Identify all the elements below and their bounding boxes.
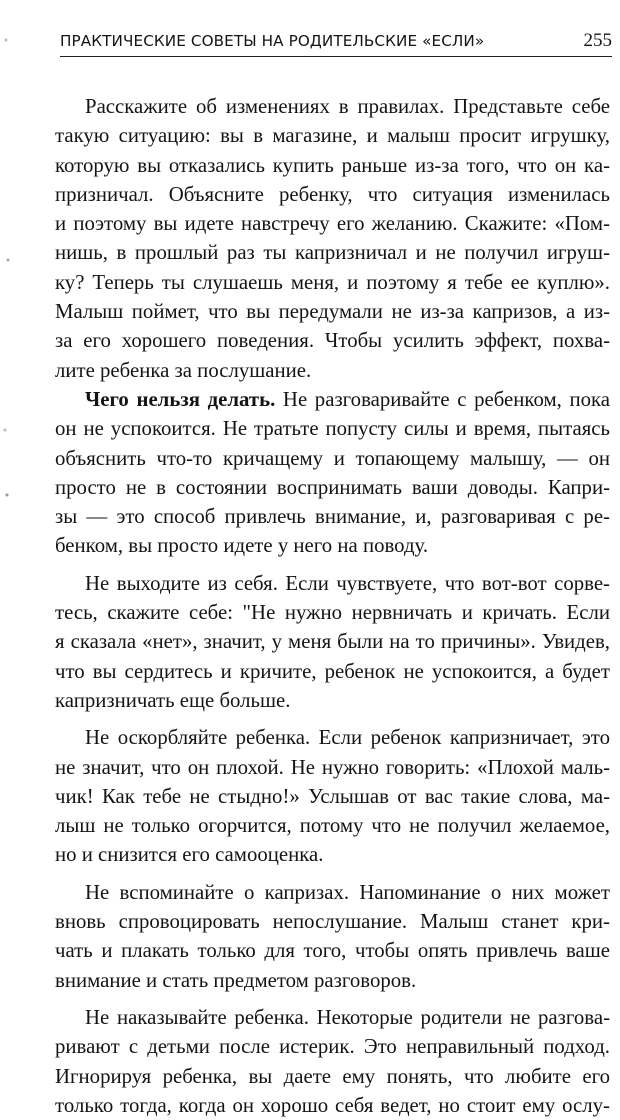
text-line: и поэтому вы идете навстречу его желанию. Скажите: «Пом-: [55, 212, 610, 236]
text-line: чать и плакать только для того, чтобы опять привлечь ваше: [55, 939, 610, 963]
text-line: только тогда, когда он хорошо себя ведет, но стоит ему ослу-: [55, 1093, 610, 1117]
header-rule: [60, 56, 612, 57]
text-line: Малыш поймет, что вы передумали не из-за капризов, а из-: [55, 300, 610, 324]
page-number: 255: [583, 30, 612, 51]
text-line: лыш не только огорчится, потому что не получил желаемое,: [55, 814, 610, 838]
paragraph-lead: Чего нельзя делать.: [85, 387, 276, 411]
text-line: Не оскорбляйте ребенка. Если ребенок капризничает, это: [85, 726, 610, 750]
paragraph-keep-calm: [55, 569, 610, 715]
page-header: [30, 28, 614, 58]
paragraph-dont-recall: [55, 878, 610, 995]
text-line: тесь, скажите себе: "Не нужно нервничать и кричать. Если: [55, 601, 610, 625]
text-line: ривают с детьми после истерик. Это неправильный подход.: [55, 1035, 610, 1059]
text-line: Расскажите об изменениях в правилах. Представьте себе: [85, 95, 610, 118]
text-line: нишь, в прошлый раз ты капризничал и не получил игруш-: [55, 241, 610, 265]
text-line: ку? Теперь ты слушаешь меня, и поэтому я тебе ее куплю».: [55, 270, 610, 294]
text-line: бенком, вы просто идете у него на поводу.: [55, 534, 429, 558]
text-line: капризничать еще больше.: [55, 688, 291, 712]
paragraph-rule-change: [55, 92, 610, 385]
text-line: Не выходите из себя. Если чувствуете, что вот-вот сорве-: [85, 571, 610, 595]
text-line: которую вы отказались купить раньше из-за того, что он ка-: [55, 153, 610, 177]
text-line: [55, 385, 610, 414]
text-line: не значит, что он плохой. Не нужно говорить: «Плохой маль-: [55, 755, 610, 779]
text-line: такую ситуацию: вы в магазине, и малыш просит игрушку,: [55, 124, 610, 148]
text-line: за его хорошего поведения. Чтобы усилить эффект, похва-: [55, 329, 610, 353]
text-run: Не разговаривайте с ребенком, пока: [275, 387, 610, 411]
text-line: Игнорируя ребенка, вы даете ему понять, что любите его: [55, 1064, 610, 1088]
text-line: он не успокоится. Не тратьте попусту силы и время, пытаясь: [55, 417, 610, 441]
text-line: лите ребенка за послушание.: [55, 358, 312, 382]
text-line: я сказала «нет», значит, у меня были на то причины». Увидев,: [55, 630, 610, 654]
text-line: объяснить что-то кричащему и топающему малышу, — он: [55, 446, 610, 470]
paragraph-no-insults: [55, 723, 610, 869]
paragraph-no-punishment: [55, 1003, 610, 1120]
text-line: просто не в состоянии воспринимать ваши доводы. Капри-: [55, 475, 610, 499]
paragraph-what-not-to-do: [55, 385, 610, 561]
text-line: призничал. Объясните ребенку, что ситуация изменилась: [55, 182, 610, 206]
text-line: вновь спровоцировать непослушание. Малыш станет кри-: [55, 910, 610, 934]
text-line: но и снизится его самооценка.: [55, 843, 324, 867]
text-line: что вы сердитесь и кричите, ребенок не успокоится, а будет: [55, 659, 610, 683]
text-line: Не наказывайте ребенка. Некоторые родители не разгова-: [85, 1005, 610, 1029]
text-line: зы — это способ привлечь внимание, и, разговаривая с ре-: [55, 505, 610, 529]
running-title: ПРАКТИЧЕСКИЕ СОВЕТЫ НА РОДИТЕЛЬСКИЕ «ЕСЛИ»: [60, 32, 485, 50]
scan-margin-specks: [0, 0, 14, 520]
text-line: внимание и стать предметом разговоров.: [55, 968, 417, 992]
text-line: Не вспоминайте о капризах. Напоминание о них может: [85, 880, 610, 904]
body-text: [55, 92, 610, 1120]
text-line: чик! Как тебе не стыдно!» Услышав от вас такие слова, ма-: [55, 784, 610, 808]
